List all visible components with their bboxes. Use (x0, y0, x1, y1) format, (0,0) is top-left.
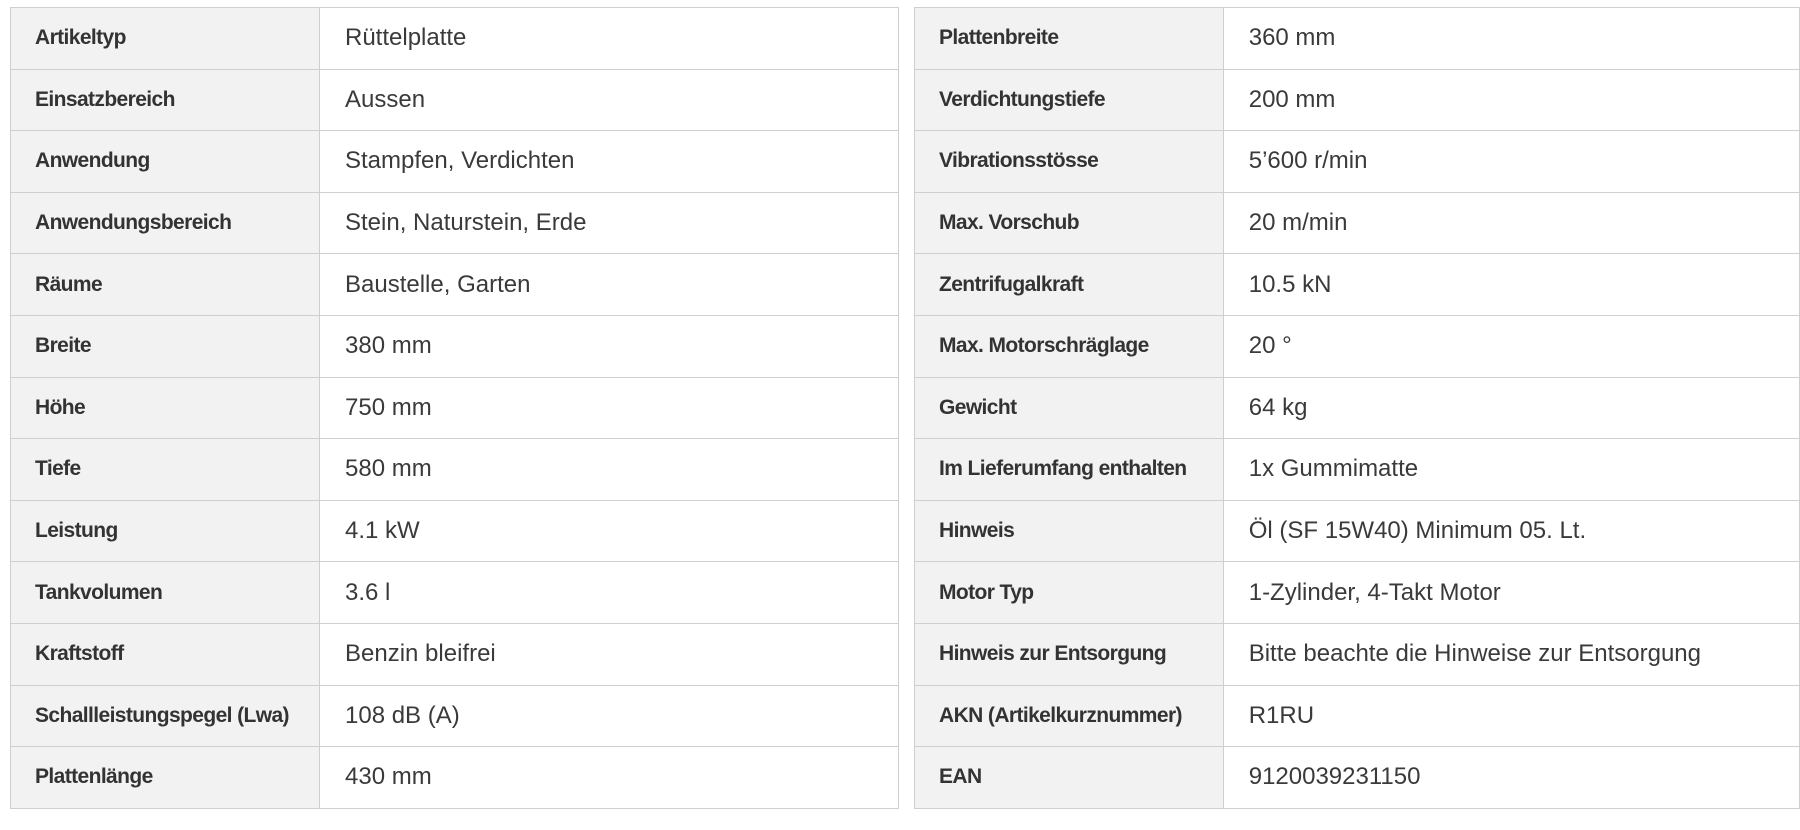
spec-table-left-body (11, 8, 899, 809)
spec-table-left (10, 7, 899, 809)
spec-label: Tiefe (11, 439, 320, 501)
spec-label: Einsatzbereich (11, 69, 320, 131)
spec-row (915, 685, 1800, 747)
spec-value: 580 mm (320, 439, 899, 501)
spec-row (915, 315, 1800, 377)
spec-value: Aussen (320, 69, 899, 131)
spec-row (915, 131, 1800, 193)
spec-label: Verdichtungstiefe (915, 69, 1224, 131)
spec-row (915, 254, 1800, 316)
spec-value: 64 kg (1223, 377, 1799, 439)
spec-row (915, 500, 1800, 562)
spec-row (11, 377, 899, 439)
spec-table-right-body (915, 8, 1800, 809)
spec-label: Max. Vorschub (915, 192, 1224, 254)
spec-label: Räume (11, 254, 320, 316)
spec-value: Stein, Naturstein, Erde (320, 192, 899, 254)
spec-row (915, 192, 1800, 254)
spec-row (11, 500, 899, 562)
spec-value: 360 mm (1223, 8, 1799, 70)
spec-value: 9120039231150 (1223, 747, 1799, 809)
spec-row (915, 69, 1800, 131)
spec-row (915, 8, 1800, 70)
spec-value: 10.5 kN (1223, 254, 1799, 316)
spec-value: 3.6 l (320, 562, 899, 624)
spec-value: Baustelle, Garten (320, 254, 899, 316)
spec-label: AKN (Artikelkurznummer) (915, 685, 1224, 747)
spec-value: R1RU (1223, 685, 1799, 747)
spec-label: Im Lieferumfang enthalten (915, 439, 1224, 501)
spec-value: 108 dB (A) (320, 685, 899, 747)
spec-label: Hinweis zur Entsorgung (915, 623, 1224, 685)
spec-row (915, 623, 1800, 685)
spec-label: Leistung (11, 500, 320, 562)
spec-row (11, 747, 899, 809)
spec-label: Artikeltyp (11, 8, 320, 70)
spec-value: 5’600 r/min (1223, 131, 1799, 193)
spec-value: 200 mm (1223, 69, 1799, 131)
spec-row (915, 562, 1800, 624)
spec-label: Vibrationsstösse (915, 131, 1224, 193)
spec-label: EAN (915, 747, 1224, 809)
spec-row (11, 685, 899, 747)
spec-row (915, 377, 1800, 439)
spec-label: Schallleistungspegel (Lwa) (11, 685, 320, 747)
spec-row (915, 439, 1800, 501)
spec-value: 1-Zylinder, 4-Takt Motor (1223, 562, 1799, 624)
spec-value: Bitte beachte die Hinweise zur Entsorgung (1223, 623, 1799, 685)
spec-value: 20 ° (1223, 315, 1799, 377)
spec-value: 1x Gummimatte (1223, 439, 1799, 501)
spec-table-right (914, 7, 1800, 809)
spec-row (11, 69, 899, 131)
spec-row (11, 623, 899, 685)
spec-value: 20 m/min (1223, 192, 1799, 254)
spec-label: Motor Typ (915, 562, 1224, 624)
spec-row (11, 131, 899, 193)
spec-value: Stampfen, Verdichten (320, 131, 899, 193)
spec-label: Zentrifugalkraft (915, 254, 1224, 316)
spec-value: 4.1 kW (320, 500, 899, 562)
spec-value: 430 mm (320, 747, 899, 809)
spec-label: Hinweis (915, 500, 1224, 562)
spec-label: Plattenlänge (11, 747, 320, 809)
spec-row (11, 315, 899, 377)
spec-value: 750 mm (320, 377, 899, 439)
spec-row (11, 192, 899, 254)
spec-row (11, 8, 899, 70)
spec-label: Kraftstoff (11, 623, 320, 685)
spec-label: Höhe (11, 377, 320, 439)
spec-row (11, 562, 899, 624)
spec-label: Plattenbreite (915, 8, 1224, 70)
spec-value: 380 mm (320, 315, 899, 377)
spec-label: Max. Motorschräglage (915, 315, 1224, 377)
spec-label: Gewicht (915, 377, 1224, 439)
spec-value: Benzin bleifrei (320, 623, 899, 685)
spec-value: Rüttelplatte (320, 8, 899, 70)
spec-value: Öl (SF 15W40) Minimum 05. Lt. (1223, 500, 1799, 562)
spec-row (11, 439, 899, 501)
spec-label: Breite (11, 315, 320, 377)
spec-row (11, 254, 899, 316)
spec-label: Anwendungsbereich (11, 192, 320, 254)
spec-row (915, 747, 1800, 809)
spec-label: Anwendung (11, 131, 320, 193)
spec-label: Tankvolumen (11, 562, 320, 624)
